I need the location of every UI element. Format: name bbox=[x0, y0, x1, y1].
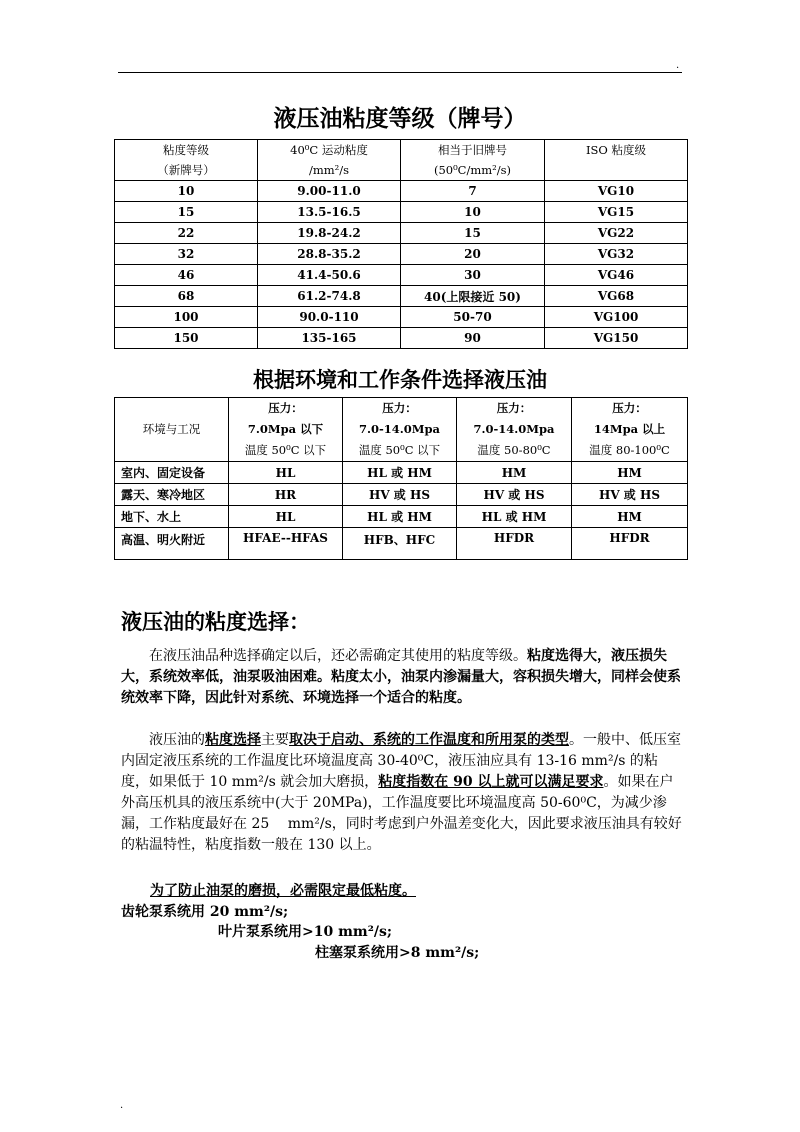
table-cell: HFDR bbox=[572, 528, 688, 560]
table-cell: 30 bbox=[401, 265, 545, 286]
text-span: 相当于旧牌号 bbox=[438, 143, 507, 157]
header-cell bbox=[572, 398, 688, 462]
header-mark: . bbox=[676, 60, 680, 71]
table-row bbox=[115, 528, 688, 560]
table-cell: HL bbox=[229, 462, 343, 484]
table-cell: 7 bbox=[401, 181, 545, 202]
text-span: 温度 50-80⁰C bbox=[477, 443, 551, 457]
viscosity-grade-table bbox=[114, 139, 688, 349]
table-cell: HV 或 HS bbox=[572, 484, 688, 506]
paragraph-viscosity-detail bbox=[121, 730, 683, 856]
table-cell: 32 bbox=[115, 244, 258, 265]
header-cell bbox=[401, 140, 545, 181]
text-span: 粘度指数在 90 以上就可以满足要求 bbox=[378, 774, 604, 790]
table-cell: VG46 bbox=[545, 265, 688, 286]
table-cell: 100 bbox=[115, 307, 258, 328]
text-span: 压力： bbox=[612, 401, 647, 415]
table-cell: HR bbox=[229, 484, 343, 506]
table-cell: HL 或 HM bbox=[343, 462, 457, 484]
table-cell: VG32 bbox=[545, 244, 688, 265]
table-cell: 150 bbox=[115, 328, 258, 349]
table-row bbox=[115, 202, 688, 223]
text-span: 温度 50⁰C 以下 bbox=[358, 443, 441, 457]
table-row bbox=[115, 265, 688, 286]
header-cell bbox=[229, 398, 343, 462]
table-header-row bbox=[115, 140, 688, 181]
header-rule bbox=[118, 72, 682, 73]
vane-pump-line: 叶片泵系统用>10 mm²/s; bbox=[218, 924, 393, 940]
text-span: 主要 bbox=[261, 732, 289, 748]
section-title: 液压油的粘度选择： bbox=[121, 609, 310, 634]
table-cell: VG150 bbox=[545, 328, 688, 349]
min-viscosity-note: 为了防止油泵的磨损，必需限定最低粘度。 bbox=[150, 883, 416, 899]
table-row bbox=[115, 462, 688, 484]
footer-mark: . bbox=[120, 1100, 124, 1111]
text-span: 7.0Mpa 以下 bbox=[247, 422, 324, 436]
table-cell: 90.0-110 bbox=[258, 307, 401, 328]
text-span: 7.0-14.0Mpa bbox=[473, 422, 555, 436]
viscosity-grade-title: 液压油粘度等级（牌号） bbox=[273, 105, 527, 132]
table-cell: 9.00-11.0 bbox=[258, 181, 401, 202]
table-row bbox=[115, 506, 688, 528]
table-cell: 20 bbox=[401, 244, 545, 265]
table-header-row bbox=[115, 398, 688, 462]
table-cell: VG15 bbox=[545, 202, 688, 223]
header-cell bbox=[115, 140, 258, 181]
table-row bbox=[115, 286, 688, 307]
text-span: （新牌号） bbox=[157, 163, 215, 177]
text-span: ISO 粘度级 bbox=[585, 143, 646, 157]
piston-pump-line: 柱塞泵系统用>8 mm²/s; bbox=[315, 945, 480, 961]
table-cell: VG10 bbox=[545, 181, 688, 202]
table-cell: HM bbox=[572, 506, 688, 528]
table-cell: 41.4-50.6 bbox=[258, 265, 401, 286]
table-cell: 露天、寒冷地区 bbox=[115, 484, 229, 506]
table-row bbox=[115, 244, 688, 265]
table-cell: 15 bbox=[401, 223, 545, 244]
table-cell: HL 或 HM bbox=[343, 506, 457, 528]
header-cell bbox=[343, 398, 457, 462]
text-span: (50⁰C/mm²/s) bbox=[433, 163, 512, 177]
header-cell bbox=[258, 140, 401, 181]
table-cell: 90 bbox=[401, 328, 545, 349]
table-cell: HM bbox=[457, 462, 572, 484]
header-cell bbox=[457, 398, 572, 462]
oil-selection-title: 根据环境和工作条件选择液压油 bbox=[253, 367, 547, 392]
table-cell: HFAE--HFAS bbox=[229, 528, 343, 560]
text-span: 液压油的 bbox=[149, 732, 205, 748]
table-cell: HL bbox=[229, 506, 343, 528]
table-cell: 高温、明火附近 bbox=[115, 528, 229, 560]
text-span: 粘度选得大，液压损失大，系统效率低，油泵吸油困难。粘度太小，油泵内渗漏量大，容积损失增大，同样会使系统效率下降，因此针对系统、环境选择一个适合的粘度。 bbox=[121, 648, 681, 706]
table-cell: 46 bbox=[115, 265, 258, 286]
text-span: 温度 80-100⁰C bbox=[589, 443, 670, 457]
text-span: 压力： bbox=[496, 401, 532, 415]
corner-cell: 环境与工况 bbox=[115, 398, 229, 462]
table-cell: 15 bbox=[115, 202, 258, 223]
text-span: 温度 50⁰C 以下 bbox=[244, 443, 327, 457]
table-cell: 10 bbox=[115, 181, 258, 202]
table-cell: 50-70 bbox=[401, 307, 545, 328]
table-row bbox=[115, 307, 688, 328]
table-cell: VG100 bbox=[545, 307, 688, 328]
table-row bbox=[115, 328, 688, 349]
gear-pump-line: 齿轮泵系统用 20 mm²/s; bbox=[121, 904, 289, 920]
text-span: 粘度选择 bbox=[205, 732, 261, 748]
text-span: 7.0-14.0Mpa bbox=[358, 422, 440, 436]
table-cell: HM bbox=[572, 462, 688, 484]
table-cell: 40(上限接近 50) bbox=[401, 286, 545, 307]
table-cell: VG68 bbox=[545, 286, 688, 307]
text-span: 。一般中、低压室内固定液压系统的工作温度比环境温度高 30-40⁰C，液压油应具有 13-16 mm²/s 的粘度，如果低于 10 mm²/s 就会加大磨损， bbox=[121, 732, 681, 790]
table-cell: 19.8-24.2 bbox=[258, 223, 401, 244]
table-cell: 28.8-35.2 bbox=[258, 244, 401, 265]
table-cell: VG22 bbox=[545, 223, 688, 244]
table-cell: 22 bbox=[115, 223, 258, 244]
table-cell: 室内、固定设备 bbox=[115, 462, 229, 484]
text-span: 40⁰C 运动粘度 bbox=[290, 143, 368, 157]
table-cell: 61.2-74.8 bbox=[258, 286, 401, 307]
table-cell: 68 bbox=[115, 286, 258, 307]
header-cell bbox=[545, 140, 688, 181]
table-row bbox=[115, 484, 688, 506]
text-span: 。如果在户外高压机具的液压系统中(大于 20MPa)，工作温度要比环境温度高 50-60⁰C，为减少渗漏，工作粘度最好在 25 mm²/s，同时考虑到户外温差变化大，因此要求液压油具有较好的粘温特性，粘度指数一般在 130 以上。 bbox=[121, 774, 682, 853]
table-cell: HFB、HFC bbox=[343, 528, 457, 560]
table-row bbox=[115, 223, 688, 244]
table-cell: 135-165 bbox=[258, 328, 401, 349]
table-cell: 13.5-16.5 bbox=[258, 202, 401, 223]
text-span: 压力： bbox=[268, 401, 303, 415]
text-span: 取决于启动、系统的工作温度和所用泵的类型 bbox=[289, 732, 569, 748]
text-span: 14Mpa 以上 bbox=[593, 422, 666, 436]
table-row bbox=[115, 181, 688, 202]
paragraph-viscosity-intro bbox=[121, 646, 683, 709]
oil-selection-table bbox=[114, 397, 688, 560]
table-cell: 10 bbox=[401, 202, 545, 223]
text-span: 粘度等级 bbox=[163, 143, 209, 157]
text-span: /mm²/s bbox=[308, 163, 350, 177]
table-cell: HFDR bbox=[457, 528, 572, 560]
text-span: 压力： bbox=[382, 401, 417, 415]
table-cell: HL 或 HM bbox=[457, 506, 572, 528]
table-cell: HV 或 HS bbox=[343, 484, 457, 506]
table-cell: HV 或 HS bbox=[457, 484, 572, 506]
text-span: 在液压油品种选择确定以后，还必需确定其使用的粘度等级。 bbox=[149, 648, 527, 664]
table-cell: 地下、水上 bbox=[115, 506, 229, 528]
